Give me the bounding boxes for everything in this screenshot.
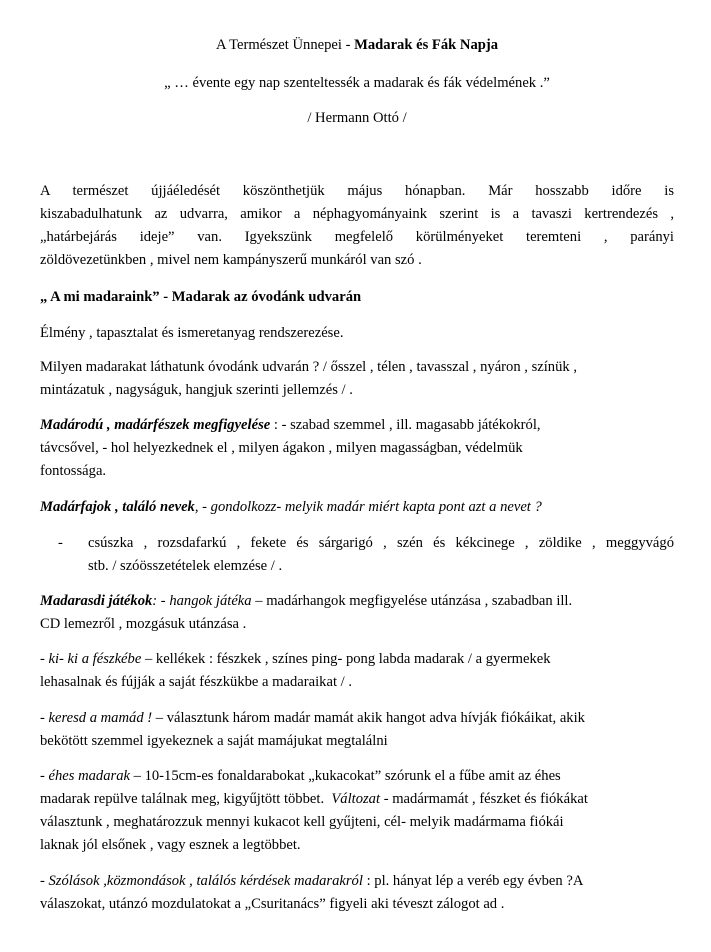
- paragraph-szolasok-line-1: - Szólások ,közmondások , találós kérdések madarakról : pl. hányat lép a veréb egy évben ?A: [40, 873, 584, 889]
- paragraph-jatekok-line-1: Madarasdi játékok: - hangok játéka – madárhangok megfigyelése utánzása , szabadban ill.: [40, 593, 573, 609]
- madarodu-lead: Madárodú , madárfészek megfigyelése: [40, 417, 271, 433]
- paragraph-keresd-line-1: - keresd a mamád ! – választunk három madár mamát akik hangot adva hívják fiókáikat, akik: [40, 710, 585, 726]
- paragraph-milyen-line-2: mintázatuk , nagyságuk, hangjuk szerinti jellemzés / .: [40, 382, 353, 398]
- paragraph-ehes-line-1: - éhes madarak – 10-15cm-es fonaldarabokat „kukacokat” szórunk el a fűbe amit az éhes: [40, 768, 561, 784]
- paragraph-madarodu-line-2: távcsővel, - hol helyezkednek el , milyen ágakon , milyen magasságban, védelmük: [40, 440, 523, 456]
- paragraph-feszek-line-2: lehasalnak és fújják a saját fészkükbe a madaraikat / .: [40, 674, 353, 690]
- list-item-line-2: stb. / szóösszetételek elemzése / .: [88, 558, 283, 574]
- quote-author: / Hermann Ottó /: [307, 110, 407, 126]
- quote: „ … évente egy nap szenteltessék a madarak és fák védelmének .”: [164, 75, 550, 91]
- list-item: [58, 532, 674, 578]
- intro-line-1: A természet újjáéledését köszönthetjük május hónapban. Már hosszabb időre is: [40, 183, 674, 199]
- paragraph-milyen-line-1: Milyen madarakat láthatunk óvodánk udvarán ? / ősszel , télen , tavasszal , nyáron , színük ,: [40, 359, 577, 375]
- paragraph-madarodu-line-3: fontossága.: [40, 463, 107, 479]
- fajok-lead: Madárfajok , találó nevek: [40, 499, 195, 515]
- document-title: [40, 34, 674, 57]
- paragraph-madarodu-line-1: Madárodú , madárfészek megfigyelése : - szabad szemmel , ill. magasabb játékokról,: [40, 417, 541, 433]
- title-prefix: A Természet Ünnepei -: [215, 37, 355, 53]
- paragraph-fajok: Madárfajok , találó nevek, - gondolkozz- melyik madár miért kapta pont azt a nevet ?: [40, 499, 542, 515]
- paragraph-ehes-line-3: választunk , meghatározzuk mennyi kukacot kell gyűjteni, cél- melyik madármama fiókái: [40, 814, 564, 830]
- paragraph-feszek-line-1: - ki- ki a fészkébe – kellékek : fészkek , színes ping- pong labda madarak / a gyermekek: [40, 651, 551, 667]
- paragraph-ehes-line-2: madarak repülve találnak meg, kigyűjtött többet. Változat - madármamát , fészket és fiókákat: [40, 791, 588, 807]
- section-heading: „ A mi madaraink” - Madarak az óvodánk udvarán: [40, 289, 362, 305]
- list-dash: -: [58, 535, 63, 551]
- paragraph-elmeny: Élmény , tapasztalat és ismeretanyag rendszerezése.: [40, 325, 344, 341]
- jatekok-lead: Madarasdi játékok: [40, 593, 153, 609]
- intro-line-3: „határbejárás ideje” van. Igyekszünk megfelelő körülményeket teremteni , parányi: [40, 229, 674, 245]
- paragraph-jatekok-line-2: CD lemezről , mozgásuk utánzása .: [40, 616, 247, 632]
- paragraph-keresd-line-2: bekötött szemmel igyekeznek a saját mamájukat megtalálni: [40, 733, 388, 749]
- list-item-line-1: csúszka , rozsdafarkú , fekete és sárgarigó , szén és kékcinege , zöldike , meggyvágó: [88, 535, 674, 551]
- paragraph-szolasok-line-2: válaszokat, utánzó mozdulatokat a „Csuritanács” figyeli aki téveszt zálogot ad .: [40, 896, 505, 912]
- paragraph-ehes-line-4: laknak jól elsőnek , vagy esznek a legtöbbet.: [40, 837, 301, 853]
- intro-line-2: kiszabadulhatunk az udvarra, amikor a néphagyományaink szerint is a tavaszi kertrendezés ,: [40, 206, 674, 222]
- intro-line-4: zöldövezetünkben , mivel nem kampányszerű munkáról van szó .: [40, 252, 422, 268]
- title-bold: Madarak és Fák Napja: [354, 37, 499, 53]
